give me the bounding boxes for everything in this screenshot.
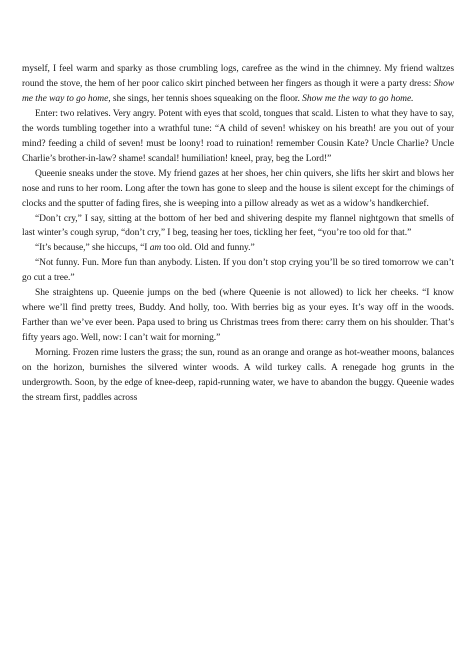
paragraph: Morning. Frozen rime lusters the grass; the sun, round as an orange and orange as hot-weather moons, balances on the horizon, burnishes the silvered winter woods. A wild turkey calls. A renegade hog grunts in the undergrowth. Soon, by the edge of knee-deep, rapid-running water, we have to abandon the buggy. Queenie wades the stream first, paddles across bbox=[22, 348, 454, 403]
paragraph: “Not funny. Fun. More fun than anybody. Listen. If you don’t stop crying you’ll be so tired tomorrow we can’t go cut a tree.” bbox=[22, 258, 454, 284]
paragraph: “Don’t cry,” I say, sitting at the bottom of her bed and shivering despite my flannel nightgown that smells of last winter’s cough syrup, “don’t cry,” I beg, teasing her toes, tickling her feet, “you’re too old for that.” bbox=[22, 213, 454, 239]
paragraph: myself, I feel warm and sparky as those crumbling logs, carefree as the wind in the chimney. My friend waltzes round the stove, the hem of her poor calico skirt pinched between her fingers as though it were a party dress: Show me the way to go home, she sings, her tennis shoes squeaking on the floor. Show me the way to go home. bbox=[22, 64, 454, 104]
paragraph: “It’s because,” she hiccups, “I am too old. Old and funny.” bbox=[35, 243, 255, 254]
paragraph: She straightens up. Queenie jumps on the bed (where Queenie is not allowed) to lick her cheeks. “I know where we’ll find pretty trees, Buddy. And holly, too. With berries big as your eyes. It’s way off in the woods. Farther than we’ve ever been. Papa used to bring us Christmas trees from there: carry them on his shoulder. That’s fifty years ago. Well, now: I can’t wait for morning.” bbox=[22, 288, 454, 344]
book-page-text bbox=[22, 62, 454, 406]
paragraph: Queenie sneaks under the stove. My friend gazes at her shoes, her chin quivers, she lifts her skirt and blows her nose and runs to her room. Long after the town has gone to sleep and the house is silent except for the chimings of clocks and the sputter of fading fires, she is weeping into a pillow already as wet as a widow’s handkerchief. bbox=[22, 168, 454, 209]
paragraph: Enter: two relatives. Very angry. Potent with eyes that scold, tongues that scald. Listen to what they have to say, the words tumbling together into a wrathful tune: “A child of seven! whiskey on his breath! are you out of your mind? feeding a child of seven! must be loony! road to ruination! remember Cousin Kate? Uncle Charlie? Uncle Charlie’s brother-in-law? shame! scandal! humiliation! kneel, pray, beg the Lord!” bbox=[22, 108, 454, 164]
